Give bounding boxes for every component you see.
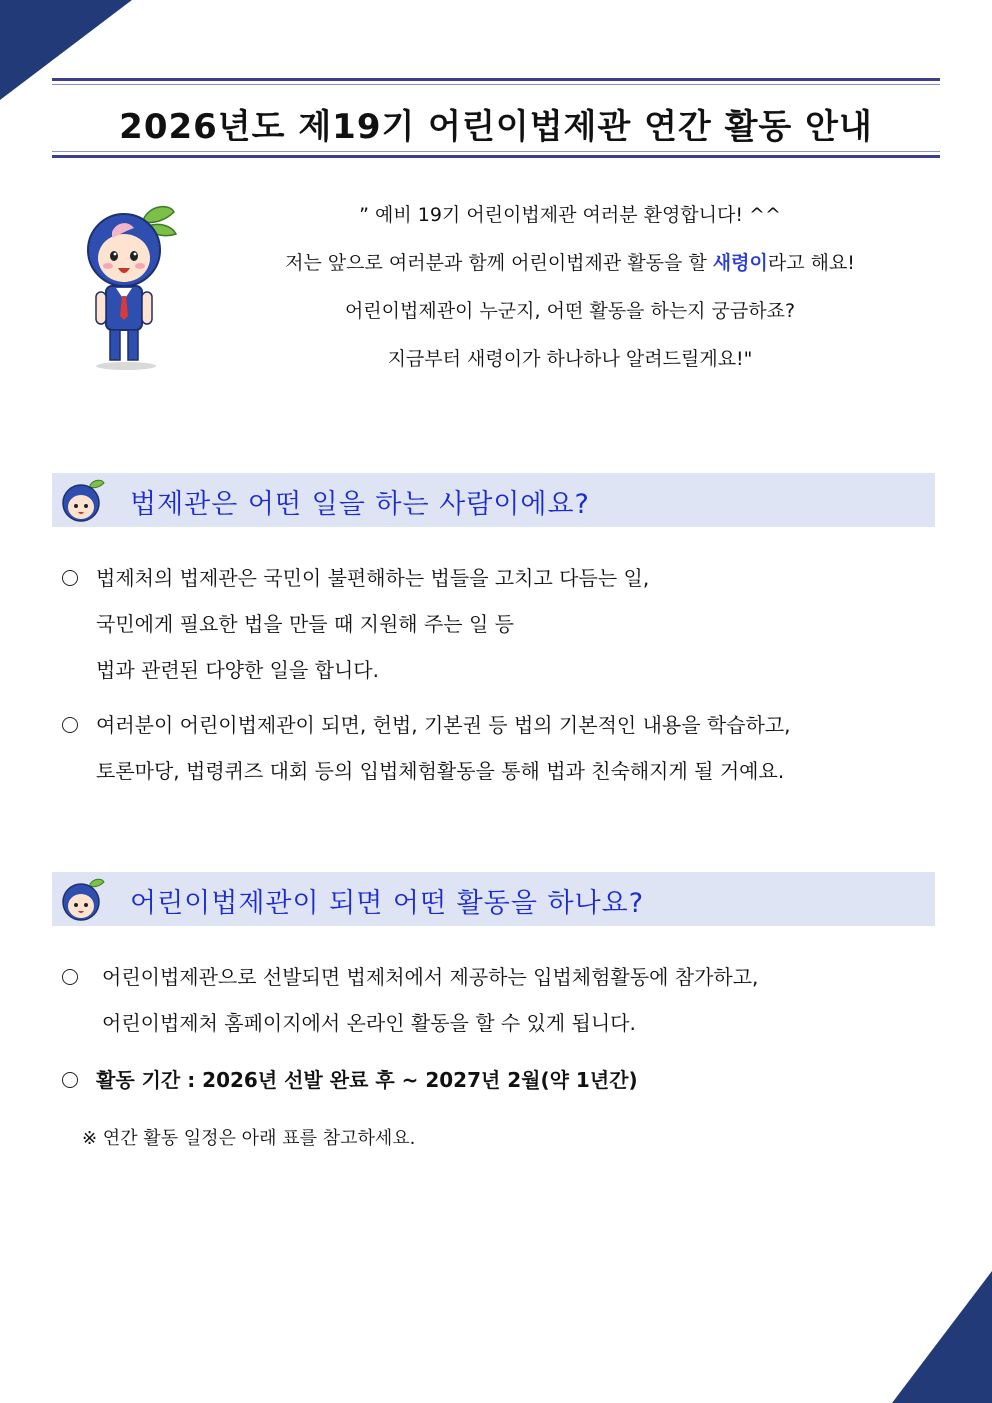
intro-line-3: 어린이법제관이 누군지, 어떤 활동을 하는지 궁금하죠? bbox=[344, 300, 796, 322]
activity-period-text: 활동 기간 : 2026년 선발 완료 후 ~ 2027년 2월(약 1년간) bbox=[96, 1068, 638, 1092]
section-title-2: 어린이법제관이 되면 어떤 활동을 하나요? bbox=[130, 888, 645, 919]
bullet-circle-icon bbox=[62, 717, 78, 733]
intro-line-1: ” 예비 19기 어린이법제관 여러분 환영합니다! ^^ bbox=[359, 204, 781, 226]
mascot-illustration bbox=[82, 200, 182, 370]
activity-period bbox=[60, 1063, 950, 1109]
bullet-text: 어린이법제처 홈페이지에서 온라인 활동을 할 수 있게 됩니다. bbox=[102, 1011, 636, 1035]
mascot-face-icon bbox=[60, 479, 106, 523]
bullet-circle-icon bbox=[62, 969, 78, 985]
section1-bullet-1 bbox=[60, 561, 950, 699]
mascot-name: 새령이 bbox=[712, 252, 768, 274]
section1-bullet-2 bbox=[60, 708, 950, 800]
bullet-text: 법과 관련된 다양한 일을 합니다. bbox=[96, 658, 379, 682]
title-banner bbox=[52, 78, 940, 158]
intro-line-2 bbox=[200, 246, 940, 294]
corner-triangle-bottom-right bbox=[892, 1271, 992, 1403]
bullet-text: 국민에게 필요한 법을 만들 때 지원해 주는 일 등 bbox=[96, 612, 514, 636]
mascot-face-icon bbox=[60, 878, 106, 922]
intro-line-2-end: 라고 해요! bbox=[767, 252, 855, 274]
schedule-note: ※ 연간 활동 일정은 아래 표를 참고하세요. bbox=[82, 1128, 416, 1149]
bullet-text: 여러분이 어린이법제관이 되면, 헌법, 기본권 등 법의 기본적인 내용을 학습하고, bbox=[96, 713, 791, 737]
page-title: 2026년도 제19기 어린이법제관 연간 활동 안내 bbox=[119, 107, 873, 147]
bullet-text: 어린이법제관으로 선발되면 법제처에서 제공하는 입법체험활동에 참가하고, bbox=[102, 965, 759, 989]
intro-line-2-text: 저는 앞으로 여러분과 함께 어린이법제관 활동을 할 bbox=[285, 252, 713, 274]
bullet-text: 토론마당, 법령퀴즈 대회 등의 입법체험활동을 통해 법과 친숙해지게 될 거예요. bbox=[96, 759, 785, 783]
intro-line-4: 지금부터 새령이가 하나하나 알려드릴게요!" bbox=[387, 348, 753, 370]
section-header-1 bbox=[52, 473, 935, 527]
section-title-1: 법제관은 어떤 일을 하는 사람이에요? bbox=[130, 489, 590, 520]
bullet-circle-icon bbox=[62, 1072, 78, 1088]
bullet-circle-icon bbox=[62, 570, 78, 586]
bullet-text: 법제처의 법제관은 국민이 불편해하는 법들을 고치고 다듬는 일, bbox=[96, 566, 650, 590]
intro-message bbox=[200, 198, 940, 390]
section-header-2 bbox=[52, 872, 935, 926]
section2-bullet-1 bbox=[60, 960, 950, 1052]
